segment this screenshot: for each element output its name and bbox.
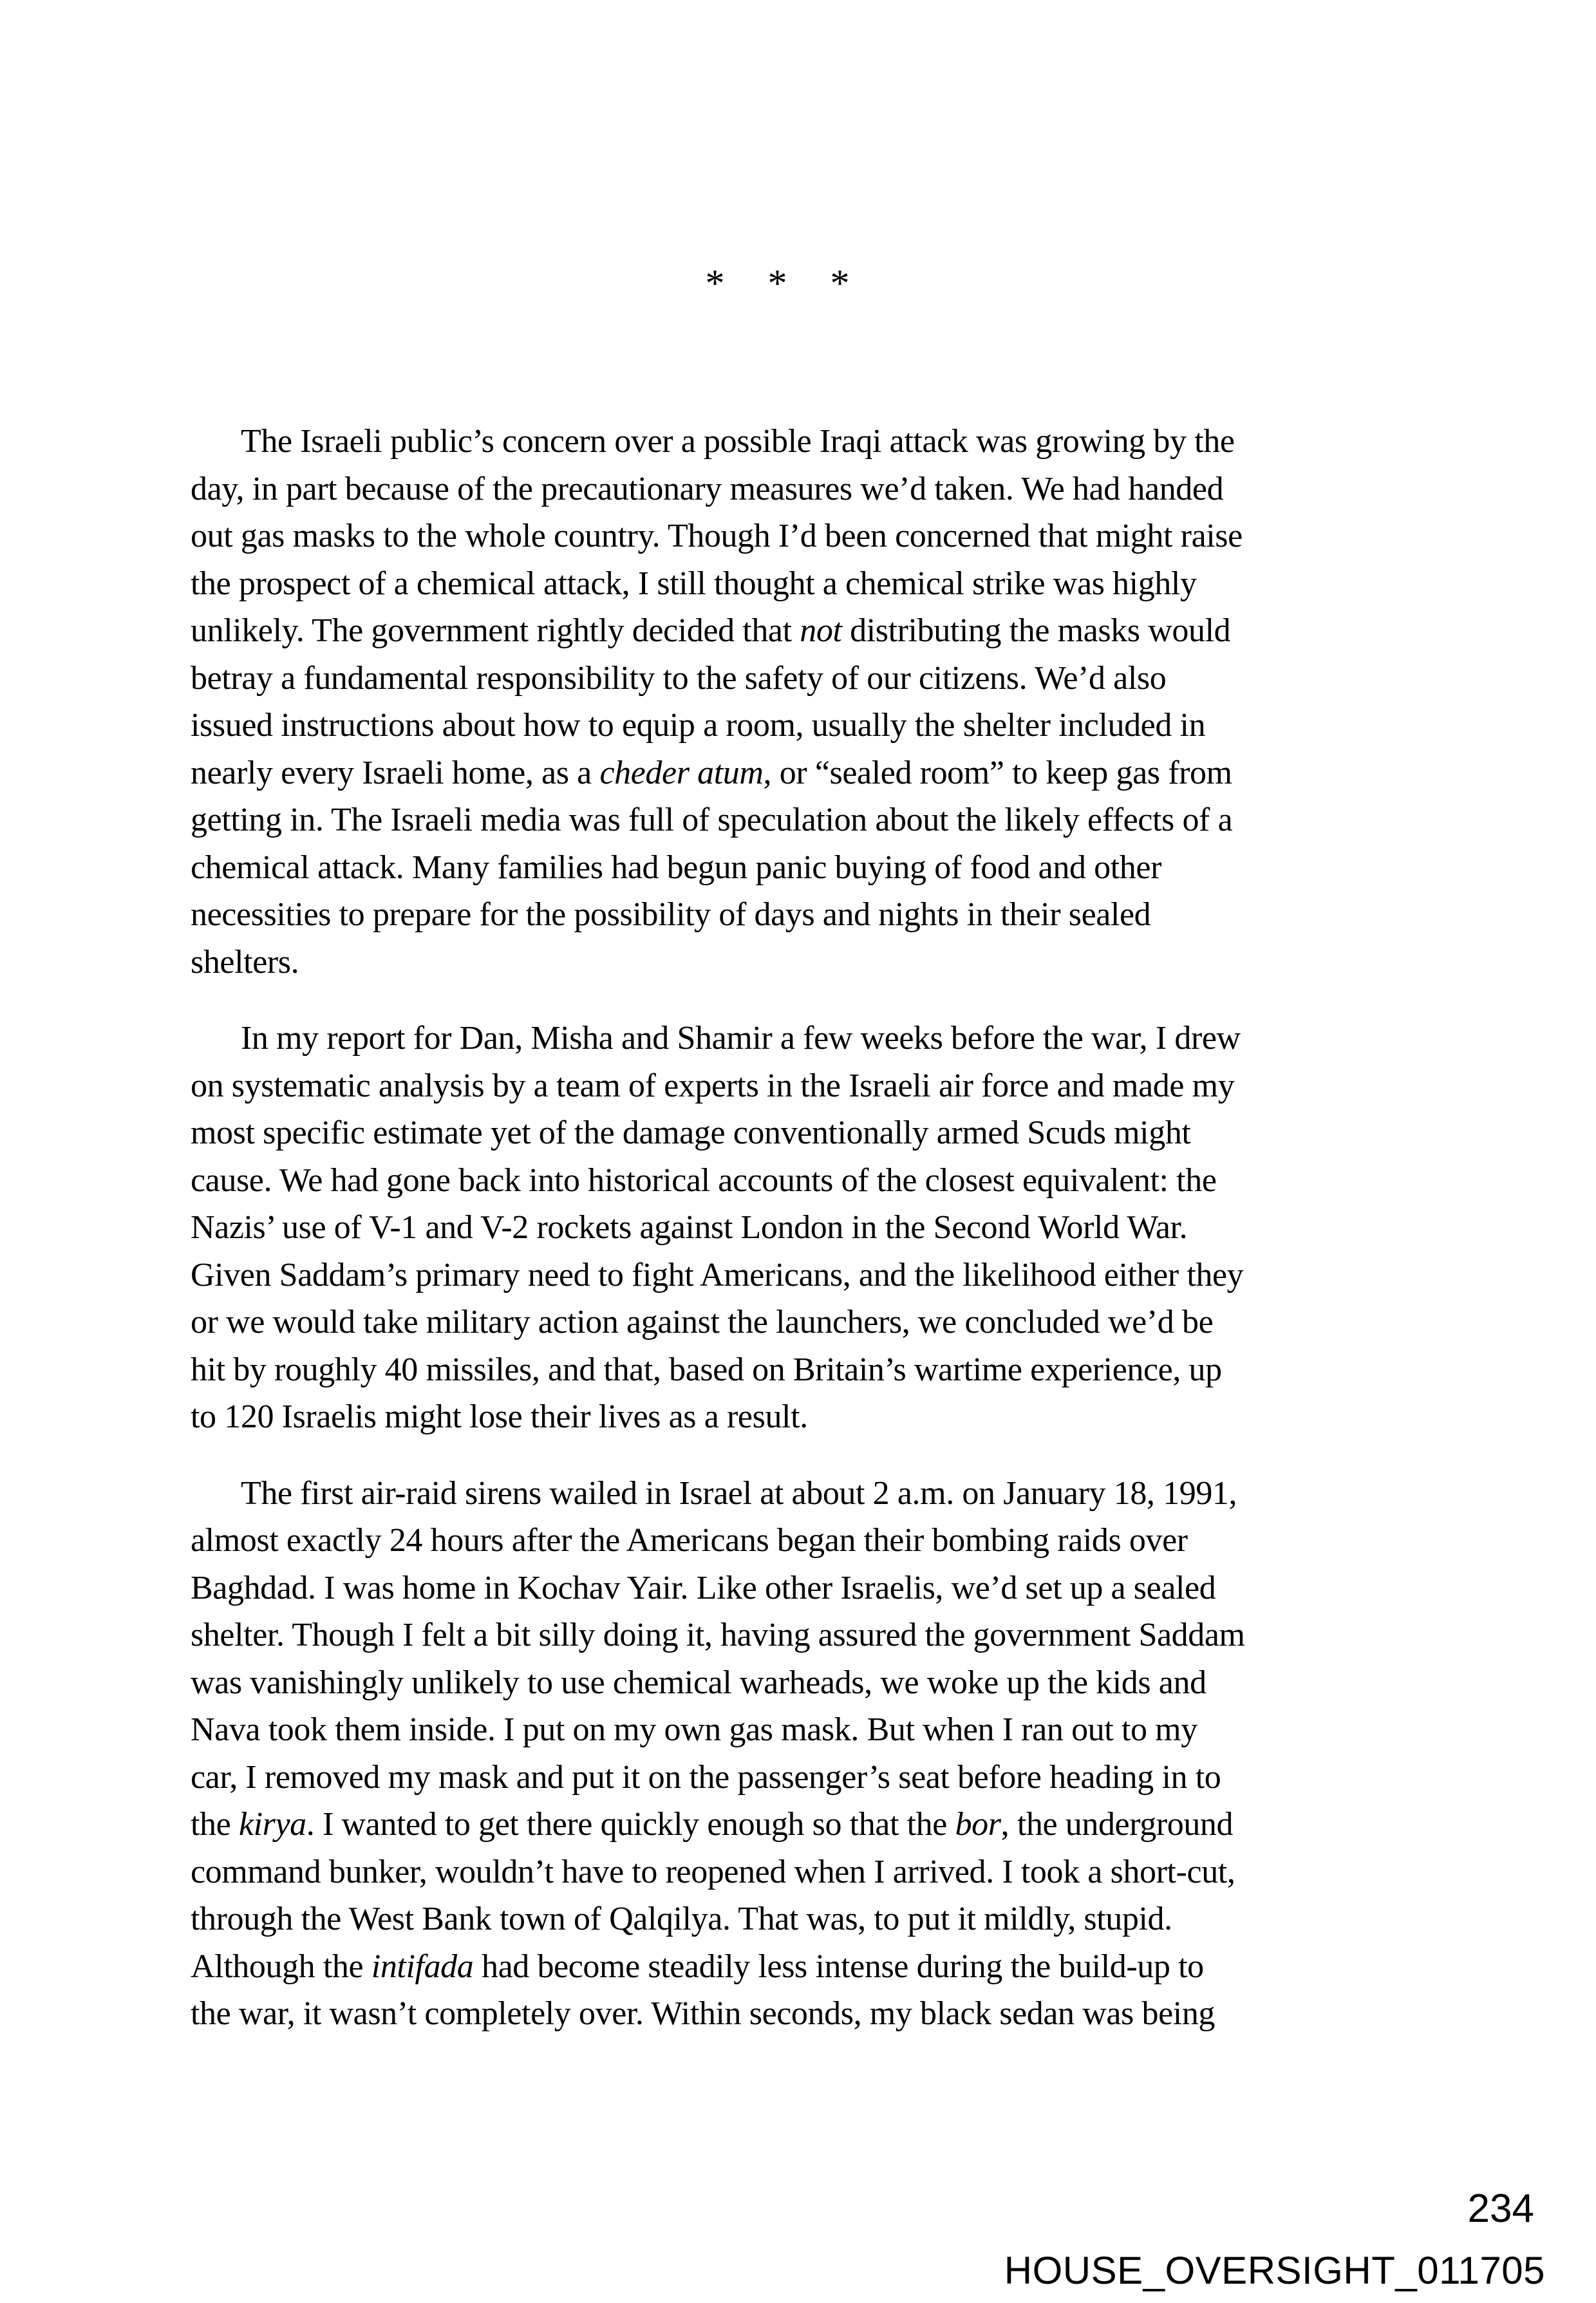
text-line: was vanishingly unlikely to use chemical warheads, we woke up the kids and [191,1664,1206,1701]
text-line: through the West Bank town of Qalqilya. That was, to put it mildly, stupid. [191,1901,1172,1937]
text-line: most specific estimate yet of the damage conventionally armed Scuds might [191,1114,1191,1151]
text-line: Nava took them inside. I put on my own gas mask. But when I ran out to my [191,1711,1197,1748]
text-line: almost exactly 24 hours after the Americans began their bombing raids over [191,1522,1188,1559]
text-line: The Israeli public’s concern over a possible Iraqi attack was growing by the [241,423,1235,460]
text-line: The first air-raid sirens wailed in Israel at about 2 a.m. on January 18, 1991, [241,1474,1237,1512]
text-line: nearly every Israeli home, as a cheder atum, or “sealed room” to keep gas from [191,754,1232,791]
text-line: getting in. The Israeli media was full of speculation about the likely effects of a [191,802,1233,838]
text-line: cause. We had gone back into historical accounts of the closest equivalent: the [191,1161,1217,1199]
text-line: Although the intifada had become steadily less intense during the build-up to [191,1948,1204,1985]
text-line: hit by roughly 40 missiles, and that, based on Britain’s wartime experience, up [191,1351,1222,1388]
paragraph-3 [191,1470,1414,2038]
text-line: In my report for Dan, Misha and Shamir a few weeks before the war, I drew [241,1020,1241,1057]
text-line: necessities to prepare for the possibility of days and nights in their sealed [191,896,1151,933]
text-line: or we would take military action against the launchers, we concluded we’d be [191,1304,1214,1340]
text-line: the war, it wasn’t completely over. Within seconds, my black sedan was being [191,1995,1216,2032]
text-line: betray a fundamental responsibility to the safety of our citizens. We’d also [191,659,1167,697]
text-line: shelters. [191,943,299,981]
text-line: the kirya. I wanted to get there quickly enough so that the bor, the underground [191,1806,1234,1843]
section-separator: * * * [705,262,850,305]
text-line: unlikely. The government rightly decided that not distributing the masks would [191,612,1231,649]
text-line: car, I removed my mask and put it on the passenger’s seat before heading in to [191,1758,1221,1796]
text-line: the prospect of a chemical attack, I still thought a chemical strike was highly [191,565,1197,602]
text-line: day, in part because of the precautionary measures we’d taken. We had handed [191,470,1224,507]
text-line: out gas masks to the whole country. Though I’d been concerned that might raise [191,518,1243,554]
text-line: Baghdad. I was home in Kochav Yair. Like other Israelis, we’d set up a sealed [191,1569,1216,1606]
text-line: to 120 Israelis might lose their lives as a result. [191,1398,808,1435]
text-line: issued instructions about how to equip a room, usually the shelter included in [191,707,1206,744]
text-line: Nazis’ use of V-1 and V-2 rockets against London in the Second World War. [191,1209,1188,1246]
text-line: shelter. Though I felt a bit silly doing it, having assured the government Saddam [191,1617,1245,1653]
text-line: command bunker, wouldn’t have to reopened when I arrived. I took a short-cut, [191,1853,1235,1890]
bates-stamp: HOUSE_OVERSIGHT_011705 [1004,2249,1545,2292]
paragraph-1 [191,418,1414,986]
text-line: on systematic analysis by a team of experts in the Israeli air force and made my [191,1067,1235,1104]
body-text [191,418,1414,2067]
page-number: 234 [1467,2186,1534,2231]
text-line: Given Saddam’s primary need to fight Americans, and the likelihood either they [191,1256,1244,1293]
paragraph-2 [191,1015,1414,1441]
text-line: chemical attack. Many families had begun panic buying of food and other [191,849,1161,886]
